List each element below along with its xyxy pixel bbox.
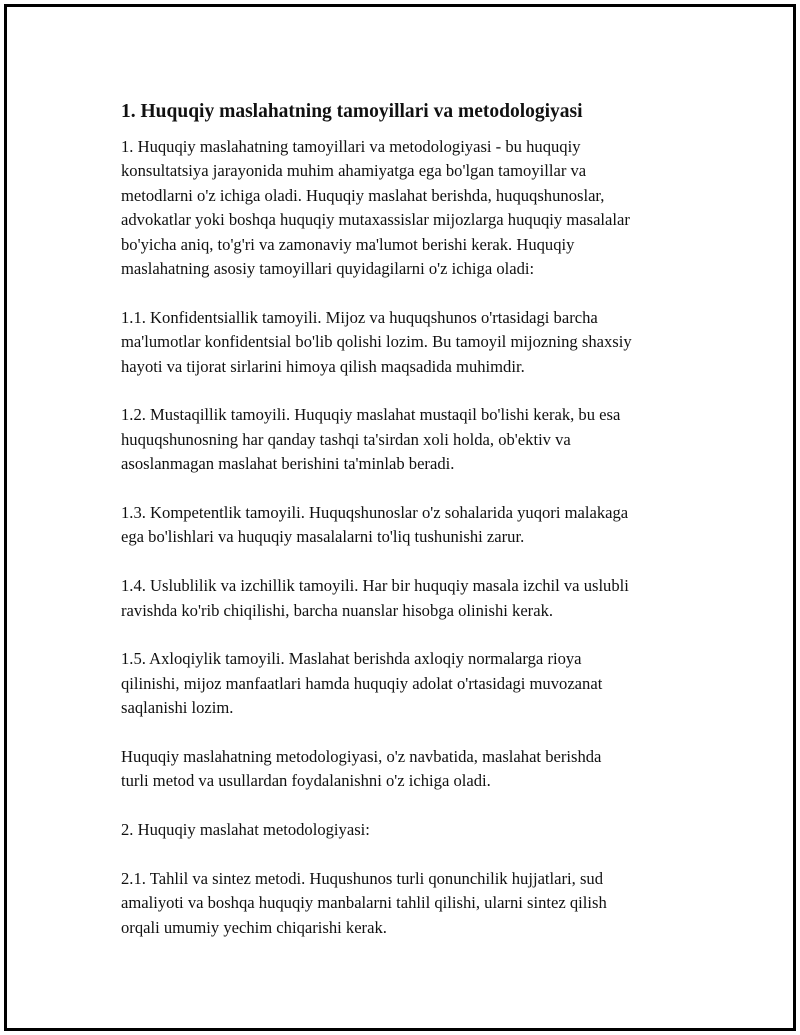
document-body (121, 99, 701, 965)
document-title: 1. Huquqiy maslahatning tamoyillari va metodologiyasi (121, 101, 583, 122)
section-heading-methodology: 2. Huquqiy maslahat metodologiyasi: (121, 820, 370, 840)
paragraph-intro: 1. Huquqiy maslahatning tamoyillari va metodologiyasi - bu huquqiy konsultatsiya jarayonida muhim ahamiyatga ega bo'lgan tamoyillar va metodlarni o'z ichiga oladi. Huquqiy maslahat berishda, huquqshunoslar, advokatlar yoki boshqa huquqiy mutaxassislar mijozlarga huquqiy masalalar bo'yicha aniq, to'g'ri va zamonaviy ma'lumot berishi kerak. Huquqiy maslahatning asosiy tamoyillari quyidagilarni o'z ichiga oladi: (121, 137, 630, 279)
paragraph-analysis-synthesis: 2.1. Tahlil va sintez metodi. Huqushunos turli qonunchilik hujjatlari, sud amaliyoti va boshqa huquqiy manbalarni tahlil qilishi, ularni sintez qilish orqali umumiy yechim chiqarishi kerak. (121, 869, 607, 937)
document-page (4, 4, 796, 1031)
paragraph-independence: 1.2. Mustaqillik tamoyili. Huquqiy maslahat mustaqil bo'lishi kerak, bu esa huquqshunosning har qanday tashqi ta'sirdan xoli holda, ob'ektiv va asoslanmagan maslahat berishini ta'minlab beradi. (121, 405, 621, 474)
paragraph-confidentiality: 1.1. Konfidentsiallik tamoyili. Mijoz va huquqshunos o'rtasidagi barcha ma'lumotlar konfidentsial bo'lib qolishi lozim. Bu tamoyil mijozning shaxsiy hayoti va tijorat sirlarini himoya qilish maqsadida muhimdir. (121, 307, 632, 376)
paragraph-competence: 1.3. Kompetentlik tamoyili. Huquqshunoslar o'z sohalarida yuqori malakaga ega bo'lishlari va huquqiy masalalarni to'liq tushunishi zarur. (121, 503, 629, 547)
paragraph-consistency: 1.4. Uslublilik va izchillik tamoyili. Har bir huquqiy masala izchil va uslubli ravishda ko'rib chiqilishi, barcha nuanslar hisobga olinishi kerak. (121, 576, 629, 620)
paragraph-ethics: 1.5. Axloqiylik tamoyili. Maslahat berishda axloqiy normalarga rioya qilinishi, mijoz manfaatlari hamda huquqiy adolat o'rtasidagi muvozanat saqlanishi lozim. (121, 649, 603, 718)
paragraph-methodology-intro: Huquqiy maslahatning metodologiyasi, o'z navbatida, maslahat berishda turli metod va usullardan foydalanishni o'z ichiga oladi. (121, 747, 602, 791)
